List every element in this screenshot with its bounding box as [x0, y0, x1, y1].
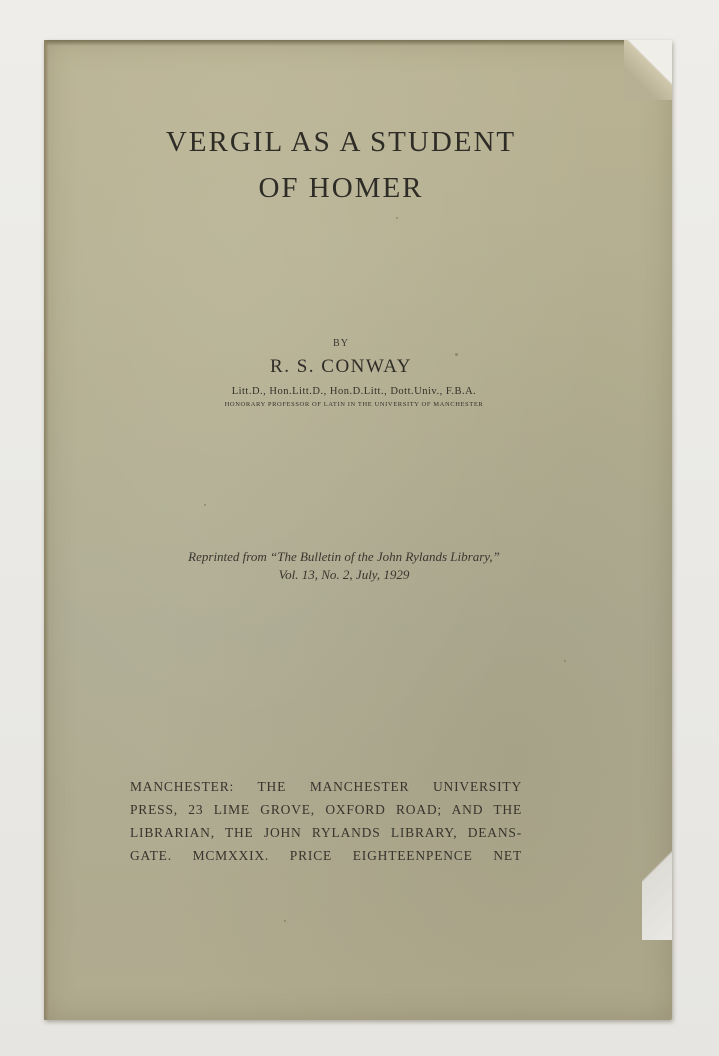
pamphlet-cover: [44, 40, 672, 1020]
paper-speck: [284, 920, 286, 922]
imprint-line: LIBRARIAN, THE JOHN RYLANDS LIBRARY, DEANS-: [130, 825, 522, 840]
publisher-imprint: [130, 775, 522, 867]
author-name: R. S. CONWAY: [270, 356, 412, 377]
imprint-line: PRESS, 23 LIME GROVE, OXFORD ROAD; AND THE: [130, 802, 522, 817]
author-professorship: HONORARY PROFESSOR OF LATIN IN THE UNIVERSITY OF MANCHESTER: [224, 401, 484, 408]
author-degrees: Litt.D., Hon.Litt.D., Hon.D.Litt., Dott.Univ., F.B.A.: [231, 386, 477, 397]
torn-edge: [642, 820, 672, 940]
paper-speck: [396, 217, 398, 219]
title-line-1: VERGIL AS A STUDENT: [165, 126, 517, 158]
reprint-note-line-1: Reprinted from “The Bulletin of the John Rylands Library,”: [188, 549, 500, 564]
cover-top-edge: [44, 40, 672, 46]
cover-left-edge: [44, 40, 49, 1020]
folded-corner: [624, 40, 672, 100]
title-line-2: OF HOMER: [258, 172, 424, 204]
paper-speck: [204, 504, 206, 506]
paper-speck: [455, 353, 458, 356]
paper-speck: [564, 660, 566, 662]
reprint-note-line-2: Vol. 13, No. 2, July, 1929: [278, 567, 410, 582]
imprint-line: GATE. MCMXXIX. PRICE EIGHTEENPENCE NET: [130, 848, 522, 863]
by-label: BY: [333, 338, 349, 349]
imprint-line: MANCHESTER: THE MANCHESTER UNIVERSITY: [130, 779, 522, 794]
